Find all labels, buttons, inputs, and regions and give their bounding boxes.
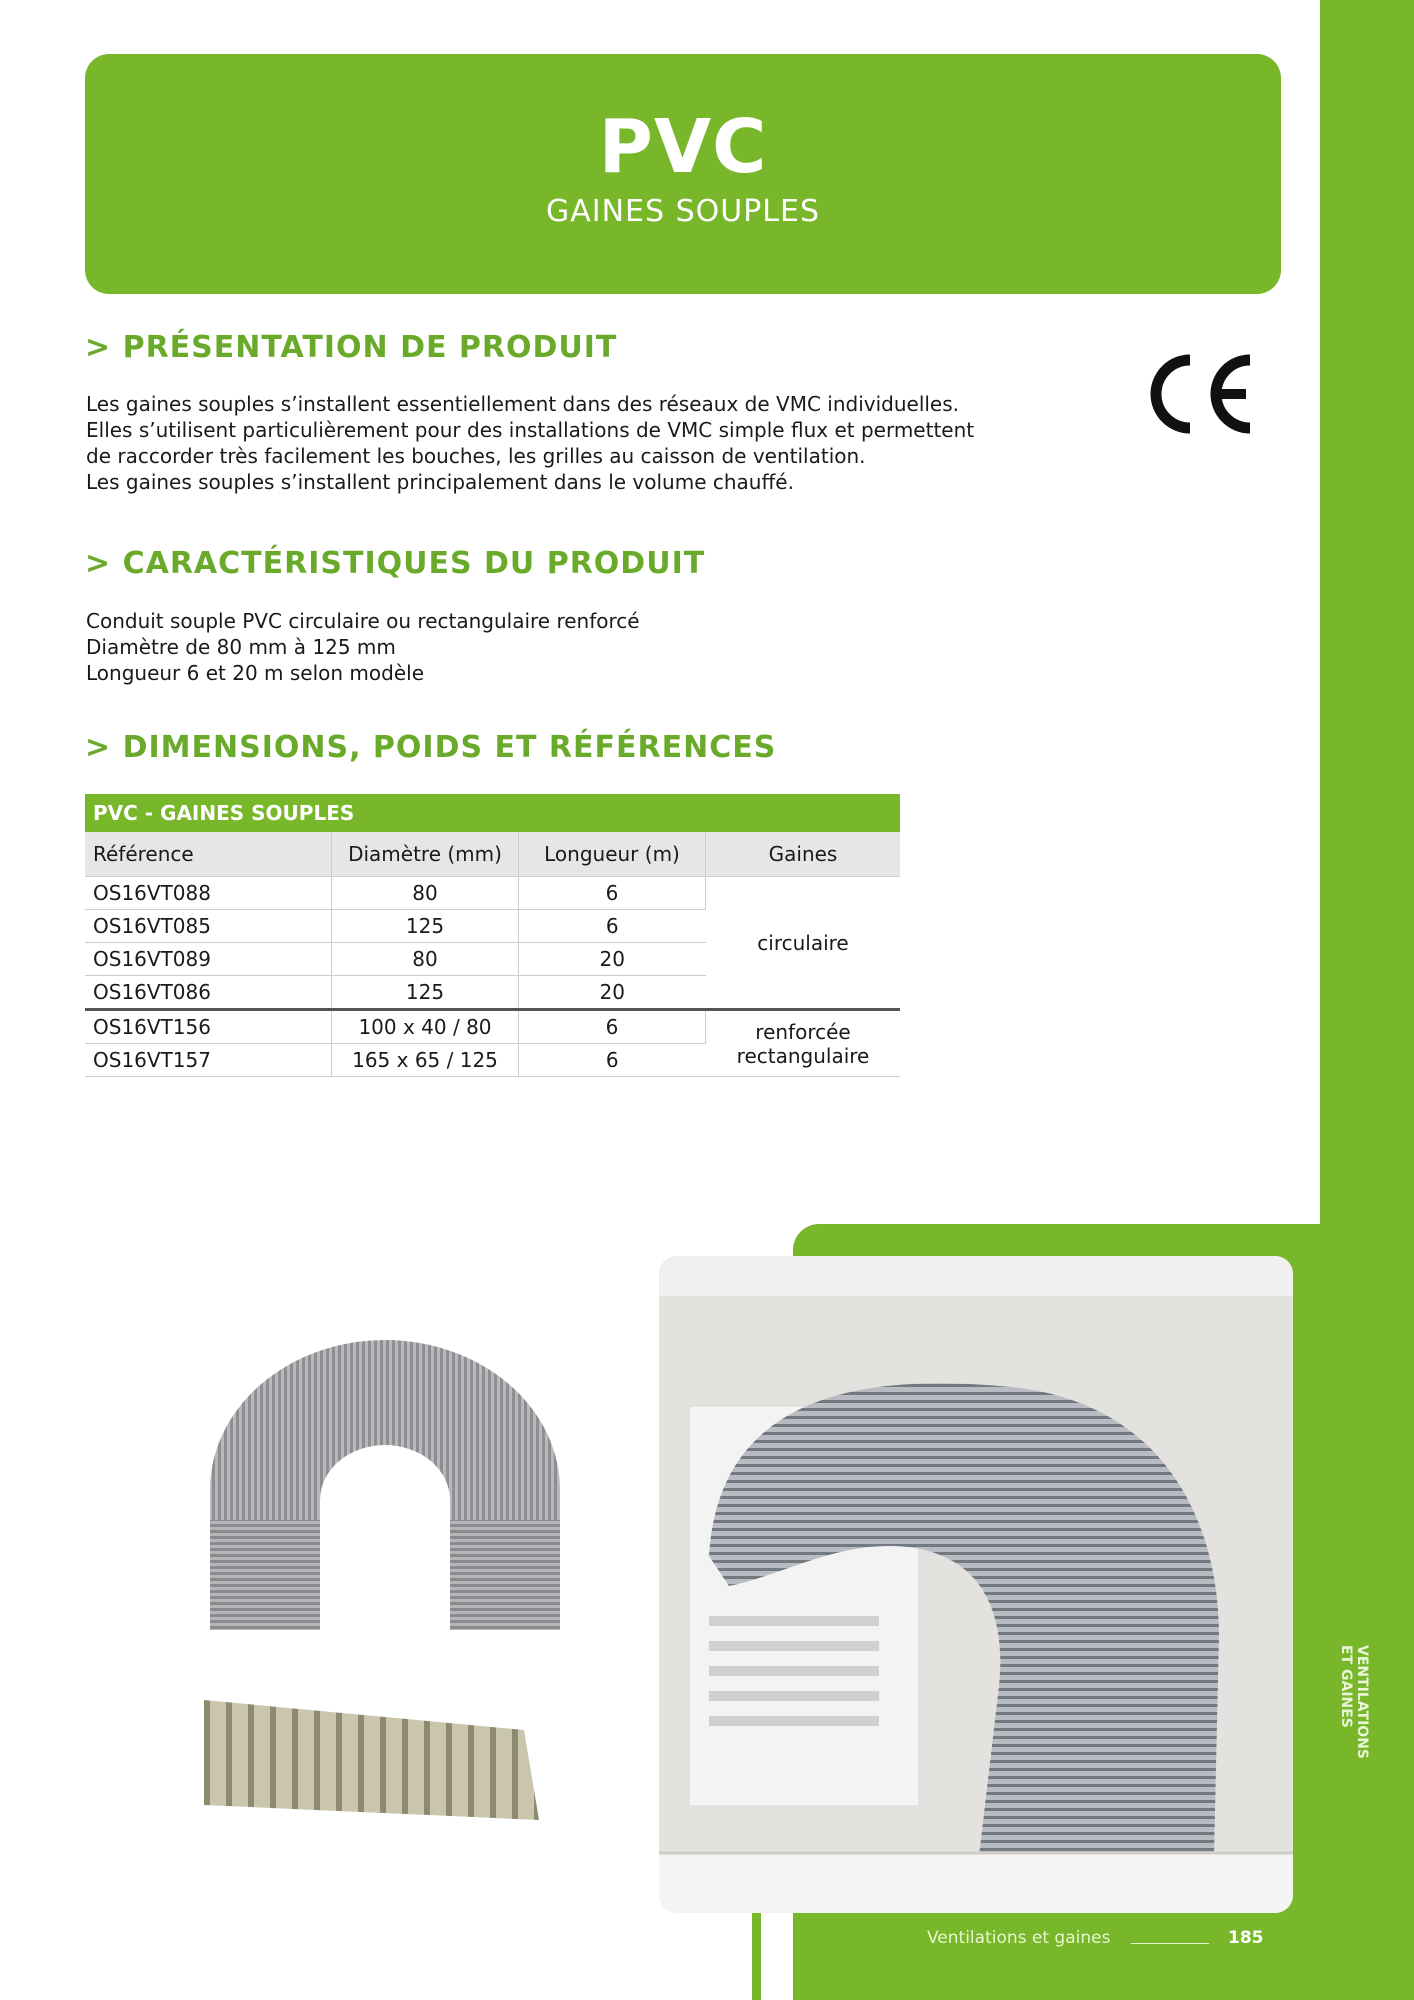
cell: 6 <box>519 1044 706 1077</box>
cell: 6 <box>519 910 706 943</box>
page-title: PVC <box>598 104 768 190</box>
col-header: Longueur (m) <box>519 832 706 877</box>
cell: 20 <box>519 943 706 976</box>
cell: OS16VT156 <box>85 1010 332 1044</box>
cell: OS16VT088 <box>85 877 332 910</box>
cell: OS16VT089 <box>85 943 332 976</box>
table-row <box>85 1010 900 1044</box>
heading-dimensions: > DIMENSIONS, POIDS ET RÉFÉRENCES <box>85 730 777 765</box>
circular-duct-image <box>200 1320 570 1640</box>
cell-line: renforcée <box>755 1019 851 1044</box>
footer-divider <box>1131 1943 1209 1944</box>
cell: circulaire <box>706 877 901 1010</box>
col-header: Gaines <box>706 832 901 877</box>
references-table <box>85 794 900 1077</box>
text-line: Diamètre de 80 mm à 125 mm <box>86 635 396 659</box>
side-label-line: ET GAINES <box>1338 1645 1354 1728</box>
side-section-label <box>1338 1645 1370 1759</box>
cell: OS16VT157 <box>85 1044 332 1077</box>
cell: 6 <box>519 1010 706 1044</box>
cell: 80 <box>332 943 519 976</box>
cell: 125 <box>332 910 519 943</box>
cell: 6 <box>519 877 706 910</box>
installation-photo <box>659 1256 1293 1913</box>
presentation-text <box>86 391 974 495</box>
col-header: Diamètre (mm) <box>332 832 519 877</box>
page-subtitle: GAINES SOUPLES <box>545 194 820 229</box>
cell: 80 <box>332 877 519 910</box>
title-banner <box>85 54 1281 294</box>
caracteristiques-text <box>86 608 640 686</box>
heading-presentation: > PRÉSENTATION DE PRODUIT <box>85 330 618 365</box>
green-strip <box>752 1912 761 2000</box>
cell: OS16VT086 <box>85 976 332 1010</box>
text-line: Les gaines souples s’installent essentiellement dans des réseaux de VMC individuelles. <box>86 392 960 416</box>
cell <box>706 1010 901 1077</box>
heading-caracteristiques: > CARACTÉRISTIQUES DU PRODUIT <box>85 546 706 581</box>
text-line: Longueur 6 et 20 m selon modèle <box>86 661 424 685</box>
table-title: PVC - GAINES SOUPLES <box>85 794 900 832</box>
cell: OS16VT085 <box>85 910 332 943</box>
cell: 20 <box>519 976 706 1010</box>
text-line: de raccorder très facilement les bouches, les grilles au caisson de ventilation. <box>86 444 866 468</box>
cell: 125 <box>332 976 519 1010</box>
cell: 165 x 65 / 125 <box>332 1044 519 1077</box>
table-row <box>85 877 900 910</box>
col-header: Référence <box>85 832 332 877</box>
side-label-line: VENTILATIONS <box>1354 1645 1370 1760</box>
cell-line: rectangulaire <box>736 1043 870 1068</box>
text-line: Conduit souple PVC circulaire ou rectangulaire renforcé <box>86 609 640 633</box>
installation-photo-illustration <box>659 1256 1293 1913</box>
text-line: Les gaines souples s’installent principalement dans le volume chauffé. <box>86 470 794 494</box>
page-number: 185 <box>1228 1928 1264 1948</box>
footer-section-name: Ventilations et gaines <box>927 1928 1111 1948</box>
cell: 100 x 40 / 80 <box>332 1010 519 1044</box>
rectangular-duct-image <box>204 1690 539 1825</box>
ce-mark-icon <box>1146 352 1258 436</box>
text-line: Elles s’utilisent particulièrement pour des installations de VMC simple flux et permettent <box>86 418 975 442</box>
